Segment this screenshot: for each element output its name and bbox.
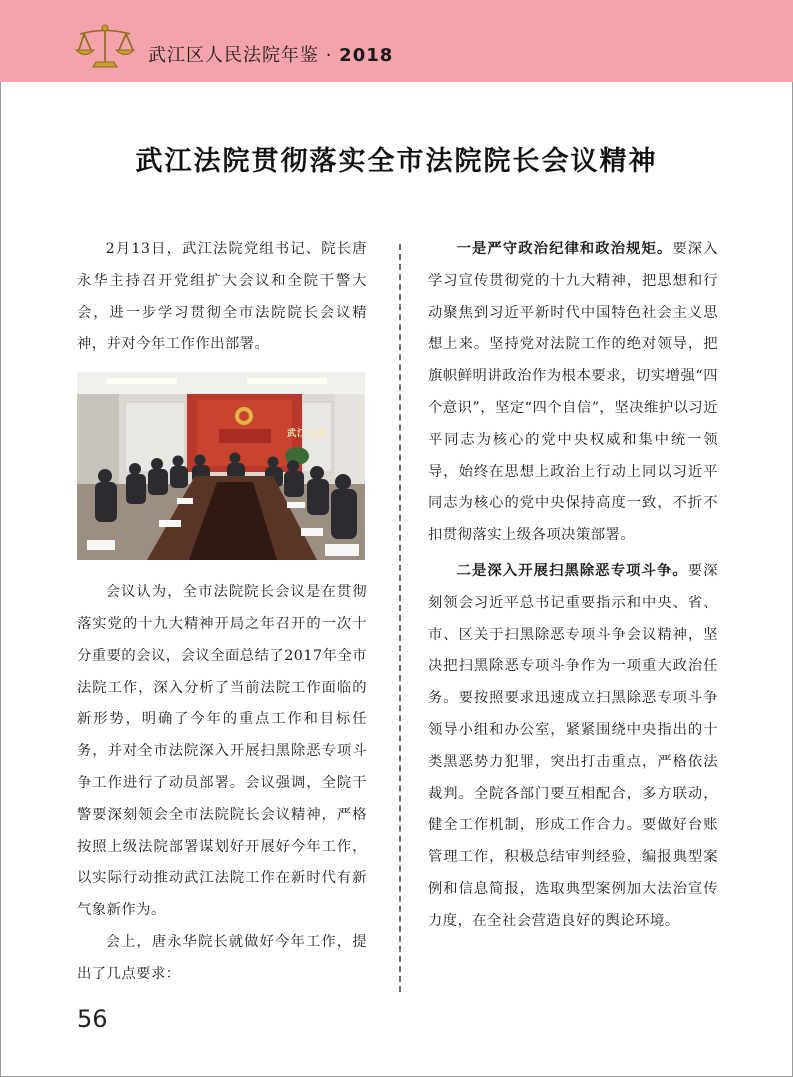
article-title: 武江法院贯彻落实全市法院院长会议精神 (135, 146, 658, 177)
section-anti-gang-campaign (428, 556, 718, 938)
section-lead: 二是深入开展扫黑除恶专项斗争。 (456, 562, 688, 579)
section-lead: 一是严守政治纪律和政治规矩。 (456, 241, 673, 257)
yearbook-year: 2018 (339, 45, 394, 66)
left-column (77, 234, 367, 991)
right-column (428, 234, 718, 942)
section-body: 要深入学习宣传贯彻党的十九大精神，把思想和行动聚焦到习近平新时代中国特色社会主义思想上来。坚持党对法院工作的绝对领导，把旗帜鲜明讲政治作为根本要求，切实增强“四个意识”，坚定“四个自信”，坚决维护以习近平同志为核心的党中央权威和集中统一领导，始终在思想上政治上行动上同以习近平同志为核心的党中央保持高度一致，不折不扣贯彻落实上级各项决策部署。 (428, 241, 719, 544)
page-number: 56 (77, 1005, 108, 1033)
section-political-discipline (428, 234, 718, 552)
header-band (0, 0, 793, 82)
yearbook-name: 武江区人民法院年鉴 (148, 45, 319, 66)
meeting-photo (77, 372, 365, 560)
title-separator: · (319, 45, 340, 66)
yearbook-title (148, 44, 393, 68)
meeting-summary-paragraph: 会议认为，全市法院院长会议是在贯彻落实党的十九大精神开局之年召开的一次十分重要的会议，会议全面总结了2017年全市法院工作，深入分析了当前法院工作面临的新形势，明确了今年的重点工作和目标任务，并对全市法院深入开展扫黑除恶专项斗争工作进行了动员部署。会议强调，全院干警要深刻领会全市法院院长会议精神，严格按照上级法院部署谋划好开展好今年工作，以实际行动推动武江法院工作在新时代有新气象新作为。 (77, 584, 367, 919)
meeting-photo-drawing (77, 372, 365, 560)
column-divider (399, 244, 401, 992)
requirements-intro-paragraph: 会上，唐永华院长就做好今年工作，提出了几点要求： (77, 933, 367, 982)
scales-of-justice-icon (72, 22, 138, 70)
section-body: 要深刻领会习近平总书记重要指示和中央、省、市、区关于扫黑除恶专项斗争会议精神，坚决把扫黑除恶专项斗争作为一项重大政治任务。要按照要求迅速成立扫黑除恶专项斗争领导小组和办公室，紧紧围绕中央指出的十类黑恶势力犯罪，突出打击重点，严格依法裁判。全院各部门要互相配合，多方联动，健全工作机制，形成工作合力。要做好台账管理工作，积极总结审判经验，编报典型案例和信息简报，选取典型案例加大法治宣传力度，在全社会营造良好的舆论环境。 (428, 562, 719, 929)
photo-sign-text: 武江法院 (286, 429, 327, 440)
intro-paragraph: 2月13日，武江法院党组书记、院长唐永华主持召开党组扩大会议和全院干警大会，进一步学习贯彻全市法院院长会议精神，并对今年工作作出部署。 (77, 241, 367, 353)
